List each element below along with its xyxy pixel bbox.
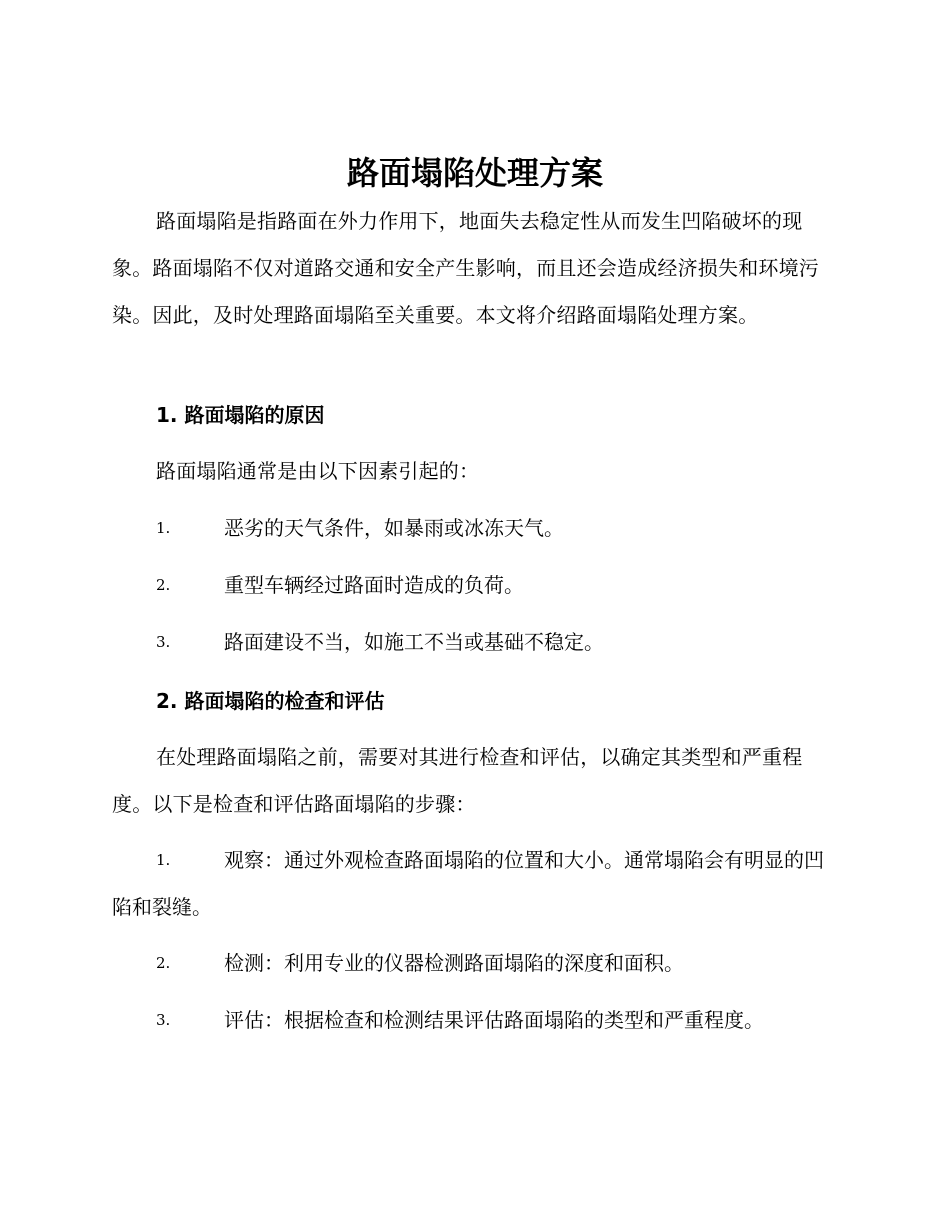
list-item bbox=[112, 940, 832, 987]
list-item bbox=[112, 997, 832, 1044]
section-2-heading: 2. 路面塌陷的检查和评估 bbox=[156, 689, 385, 713]
list-item bbox=[112, 619, 832, 666]
list-text: 路面建设不当，如施工不当或基础不稳定。 bbox=[224, 630, 604, 654]
section-1-lead: 路面塌陷通常是由以下因素引起的： bbox=[156, 459, 480, 483]
list-text: 检测：利用专业的仪器检测路面塌陷的深度和面积。 bbox=[224, 951, 684, 975]
list-number: 2. bbox=[156, 576, 171, 594]
list-item bbox=[112, 562, 832, 609]
list-text: 重型车辆经过路面时造成的负荷。 bbox=[224, 573, 524, 597]
document-title: 路面塌陷处理方案 bbox=[346, 154, 603, 192]
list-item bbox=[112, 505, 832, 552]
list-number: 3. bbox=[156, 1011, 171, 1029]
list-text: 恶劣的天气条件，如暴雨或冰冻天气。 bbox=[224, 516, 564, 540]
section-2-lead: 在处理路面塌陷之前，需要对其进行检查和评估，以确定其类型和严重程度。以下是检查和评估路面塌陷的步骤： bbox=[112, 745, 803, 816]
list-text: 评估：根据检查和检测结果评估路面塌陷的类型和严重程度。 bbox=[224, 1008, 764, 1032]
intro-paragraph: 路面塌陷是指路面在外力作用下，地面失去稳定性从而发生凹陷破坏的现象。路面塌陷不仅对道路交通和安全产生影响，而且还会造成经济损失和环境污染。因此，及时处理路面塌陷至关重要。本文将介绍路面塌陷处理方案。 bbox=[112, 209, 819, 327]
section-1-heading: 1. 路面塌陷的原因 bbox=[156, 403, 325, 427]
list-number: 1. bbox=[156, 851, 171, 869]
list-text: 观察：通过外观检查路面塌陷的位置和大小。通常塌陷会有明显的凹陷和裂缝。 bbox=[112, 848, 824, 919]
list-number: 3. bbox=[156, 633, 171, 651]
list-number: 2. bbox=[156, 954, 171, 972]
list-item bbox=[112, 837, 832, 931]
list-number: 1. bbox=[156, 519, 171, 537]
